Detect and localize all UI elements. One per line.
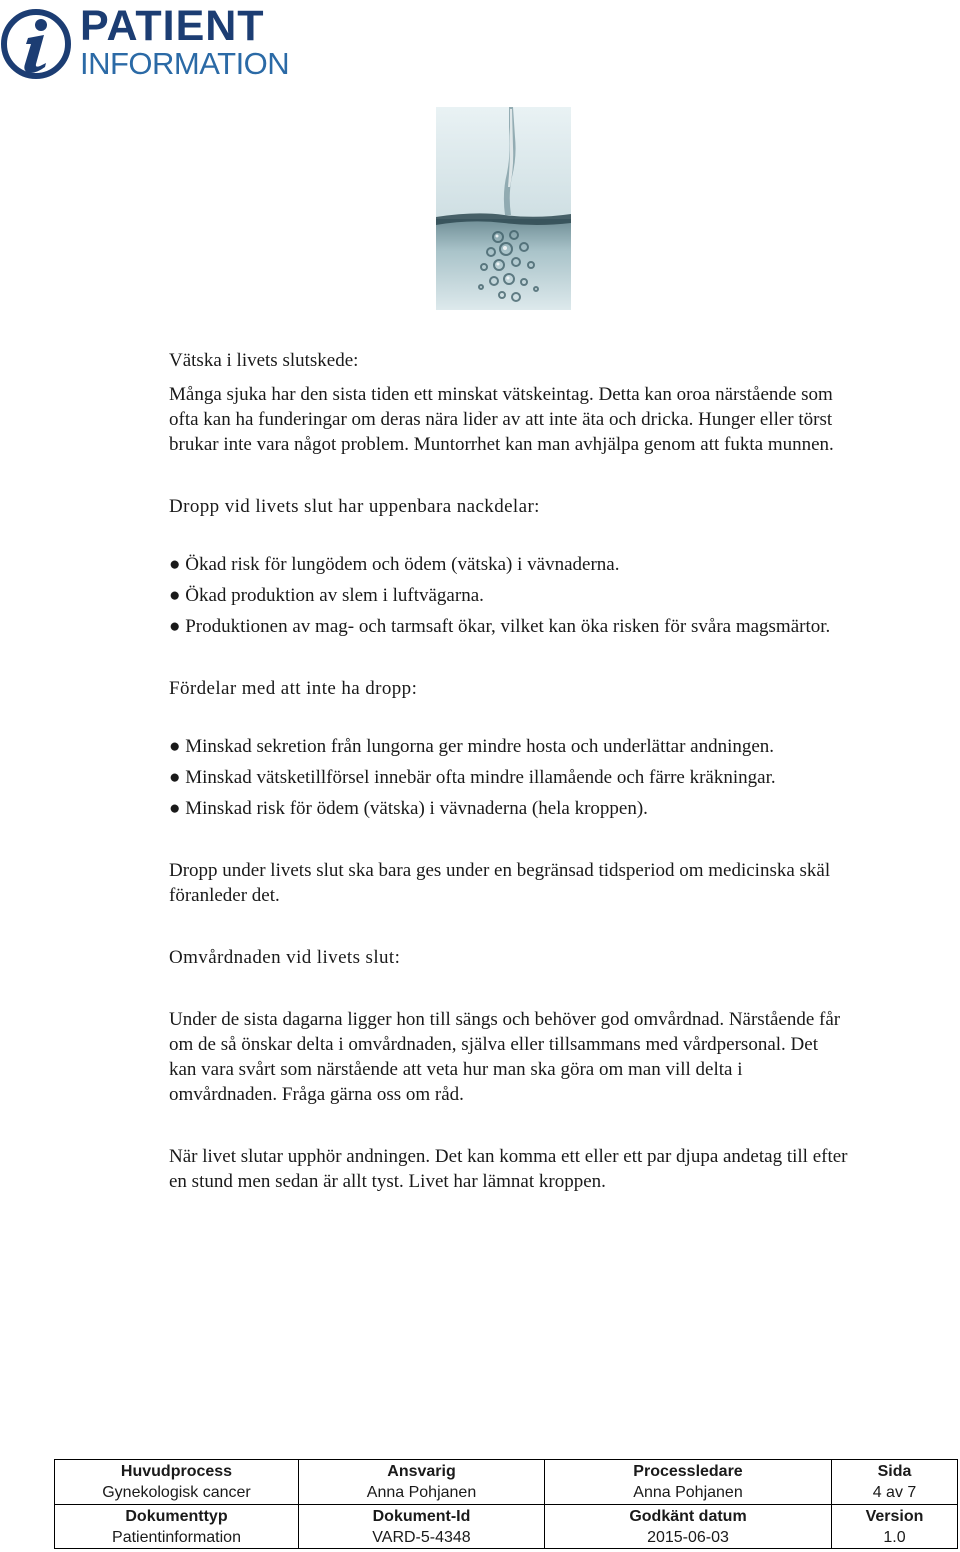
footer-value: Gynekologisk cancer xyxy=(102,1484,251,1501)
paragraph-drip-note: Dropp under livets slut ska bara ges under en begränsad tidsperiod om medicinska skäl föranleder det. xyxy=(169,860,831,906)
paragraph-fluids: Många sjuka har den sista tiden ett minskat vätskeintag. Detta kan oroa närstående som ofta kan ha funderingar om deras nära lider av att inte äta och dricka. Hunger eller törst brukar inte vara något problem. Muntorrhet kan man avhjälpa genom att fukta munnen. xyxy=(169,384,834,455)
list-item: ● Minskad sekretion från lungorna ger mindre hosta och underlättar andningen. xyxy=(169,736,775,757)
section-heading-disadvantages: Dropp vid livets slut har uppenbara nackdelar: xyxy=(169,496,540,517)
footer-cell-sida xyxy=(832,1460,958,1505)
document-footer-table xyxy=(54,1459,958,1549)
water-splash-photo xyxy=(436,107,571,310)
logo-title: PATIENT xyxy=(80,2,265,50)
footer-label: Sida xyxy=(877,1463,912,1480)
info-i-circle-icon xyxy=(0,6,76,82)
footer-label: Ansvarig xyxy=(387,1463,456,1480)
footer-label: Huvudprocess xyxy=(120,1463,233,1480)
list-item: ● Ökad produktion av slem i luftvägarna. xyxy=(169,585,484,606)
footer-value: 4 av 7 xyxy=(872,1484,917,1501)
footer-label: Dokument-Id xyxy=(372,1507,471,1525)
patient-information-logo xyxy=(0,4,300,80)
paragraph-end-of-life: När livet slutar upphör andningen. Det kan komma ett eller ett par djupa andetag till efter en stund men sedan är allt tyst. Livet har lämnat kroppen. xyxy=(169,1146,848,1192)
footer-cell-godkant-datum xyxy=(545,1504,832,1549)
footer-label: Processledare xyxy=(633,1463,743,1480)
footer-cell-dokument-id xyxy=(299,1504,545,1549)
footer-cell-version xyxy=(832,1504,958,1549)
footer-value: VARD-5-4348 xyxy=(372,1528,471,1546)
list-item: ● Ökad risk för lungödem och ödem (vätska) i vävnaderna. xyxy=(169,554,620,575)
paragraph-care: Under de sista dagarna ligger hon till sängs och behöver god omvårdnad. Närstående får om de så önskar delta i omvårdnaden, själva eller tillsammans med vårdpersonal. Det kan vara svårt som närstående att veta hur man ska göra om man vill delta i omvårdnaden. Fråga gärna oss om råd. xyxy=(169,1009,841,1105)
list-item: ● Minskad risk för ödem (vätska) i vävnaderna (hela kroppen). xyxy=(169,798,648,819)
document-body xyxy=(169,348,849,1194)
footer-cell-ansvarig xyxy=(299,1460,545,1505)
table-row xyxy=(55,1504,958,1549)
footer-label: Godkänt datum xyxy=(629,1507,747,1525)
table-row xyxy=(55,1460,958,1505)
footer-value: Patientinformation xyxy=(112,1528,241,1546)
section-heading-care: Omvårdnaden vid livets slut: xyxy=(169,947,401,968)
list-item: ● Minskad vätsketillförsel innebär ofta mindre illamående och färre kräkningar. xyxy=(169,767,776,788)
footer-cell-processledare xyxy=(545,1460,832,1505)
footer-value: 2015-06-03 xyxy=(647,1528,729,1546)
footer-value: Anna Pohjanen xyxy=(633,1484,743,1501)
logo-subtitle: INFORMATION xyxy=(80,46,290,81)
footer-cell-huvudprocess xyxy=(55,1460,299,1505)
footer-value: Anna Pohjanen xyxy=(366,1484,477,1501)
advantages-list xyxy=(169,734,849,821)
footer-label: Version xyxy=(865,1507,924,1525)
list-item: ● Produktionen av mag- och tarmsaft ökar, vilket kan öka risken för svåra magsmärtor. xyxy=(169,616,831,637)
footer-value: 1.0 xyxy=(883,1528,906,1546)
section-heading-fluids: Vätska i livets slutskede: xyxy=(169,350,359,371)
footer-label: Dokumenttyp xyxy=(125,1507,228,1525)
footer-cell-dokumenttyp xyxy=(55,1504,299,1549)
section-heading-advantages: Fördelar med att inte ha dropp: xyxy=(169,678,418,699)
disadvantages-list xyxy=(169,552,849,639)
